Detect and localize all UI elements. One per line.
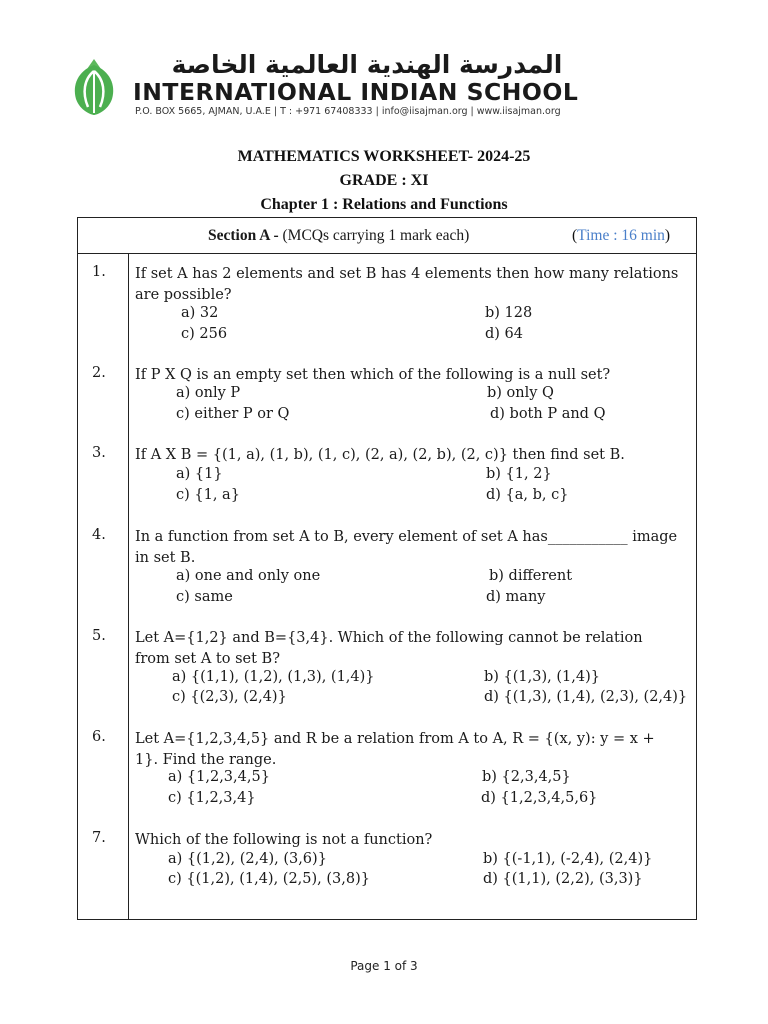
option-a: a) 32 bbox=[181, 305, 219, 321]
table-column-divider bbox=[128, 254, 129, 920]
option-b: b) {(-1,1), (-2,4), (2,4)} bbox=[483, 851, 653, 867]
time-value: Time : 16 min bbox=[577, 227, 665, 244]
question-text: If set A has 2 elements and set B has 4 elements then how many relations are possible? bbox=[135, 266, 679, 303]
option-a: a) {1} bbox=[176, 466, 223, 482]
option-b: b) {(1,3), (1,4)} bbox=[484, 669, 600, 685]
worksheet-title: MATHEMATICS WORKSHEET- 2024-25 bbox=[237, 148, 531, 165]
option-c: c) 256 bbox=[181, 326, 228, 342]
option-d: d) {a, b, c} bbox=[486, 487, 569, 503]
question-text: If A X B = {(1, a), (1, b), (1, c), (2, a), (2, b), (2, c)} then find set B. bbox=[135, 447, 625, 463]
question-number: 6. bbox=[92, 729, 106, 745]
section-name: Section A - bbox=[208, 227, 279, 244]
option-a: a) {1,2,3,4,5} bbox=[168, 769, 270, 785]
school-contact: P.O. BOX 5665, AJMAN, U.A.E | T : +971 67408333 | info@iisajman.org | www.iisajman.org bbox=[135, 106, 561, 117]
option-d: d) both P and Q bbox=[490, 406, 606, 422]
school-name: INTERNATIONAL INDIAN SCHOOL bbox=[133, 78, 579, 106]
section-heading bbox=[208, 227, 469, 245]
section-description: (MCQs carrying 1 mark each) bbox=[278, 227, 470, 244]
question-text: Let A={1,2} and B={3,4}. Which of the following cannot be relation from set A to set B? bbox=[135, 630, 643, 667]
table-header-divider bbox=[77, 253, 697, 254]
option-b: b) {2,3,4,5} bbox=[482, 769, 571, 785]
option-d: d) {(1,3), (1,4), (2,3), (2,4)} bbox=[484, 689, 688, 705]
section-time: (Time : 16 min) bbox=[572, 227, 671, 244]
option-c: c) {(1,2), (1,4), (2,5), (3,8)} bbox=[168, 871, 370, 887]
grade-title: GRADE : XI bbox=[339, 172, 429, 189]
option-c: c) same bbox=[176, 589, 233, 605]
question-number: 2. bbox=[92, 365, 106, 381]
option-b: b) only Q bbox=[487, 385, 554, 401]
question-number: 4. bbox=[92, 527, 106, 543]
page-number: Page 1 of 3 bbox=[350, 959, 418, 973]
chapter-title: Chapter 1 : Relations and Functions bbox=[260, 196, 508, 213]
option-c: c) {(2,3), (2,4)} bbox=[172, 689, 287, 705]
question-number: 1. bbox=[92, 264, 106, 280]
option-a: a) {(1,2), (2,4), (3,6)} bbox=[168, 851, 327, 867]
school-logo-icon bbox=[70, 55, 118, 115]
option-c: c) {1, a} bbox=[176, 487, 240, 503]
option-c: c) either P or Q bbox=[176, 406, 290, 422]
arabic-school-name: المدرسة الهندية العالمية الخاصة bbox=[171, 50, 563, 79]
option-d: d) {1,2,3,4,5,6} bbox=[481, 790, 598, 806]
question-text: Let A={1,2,3,4,5} and R be a relation from A to A, R = {(x, y): y = x + 1}. Find the range. bbox=[135, 731, 655, 768]
option-d: d) {(1,1), (2,2), (3,3)} bbox=[483, 871, 643, 887]
question-number: 7. bbox=[92, 830, 106, 846]
option-b: b) {1, 2} bbox=[486, 466, 552, 482]
option-a: a) {(1,1), (1,2), (1,3), (1,4)} bbox=[172, 669, 375, 685]
option-d: d) 64 bbox=[485, 326, 523, 342]
question-text: Which of the following is not a function? bbox=[135, 832, 433, 848]
question-text: If P X Q is an empty set then which of the following is a null set? bbox=[135, 367, 611, 383]
option-c: c) {1,2,3,4} bbox=[168, 790, 256, 806]
option-b: b) 128 bbox=[485, 305, 533, 321]
option-a: a) only P bbox=[176, 385, 241, 401]
option-b: b) different bbox=[489, 568, 573, 584]
question-number: 5. bbox=[92, 628, 106, 644]
question-number: 3. bbox=[92, 445, 106, 461]
option-d: d) many bbox=[486, 589, 546, 605]
question-text: In a function from set A to B, every element of set A has___________ image in set B. bbox=[135, 529, 678, 566]
option-a: a) one and only one bbox=[176, 568, 321, 584]
